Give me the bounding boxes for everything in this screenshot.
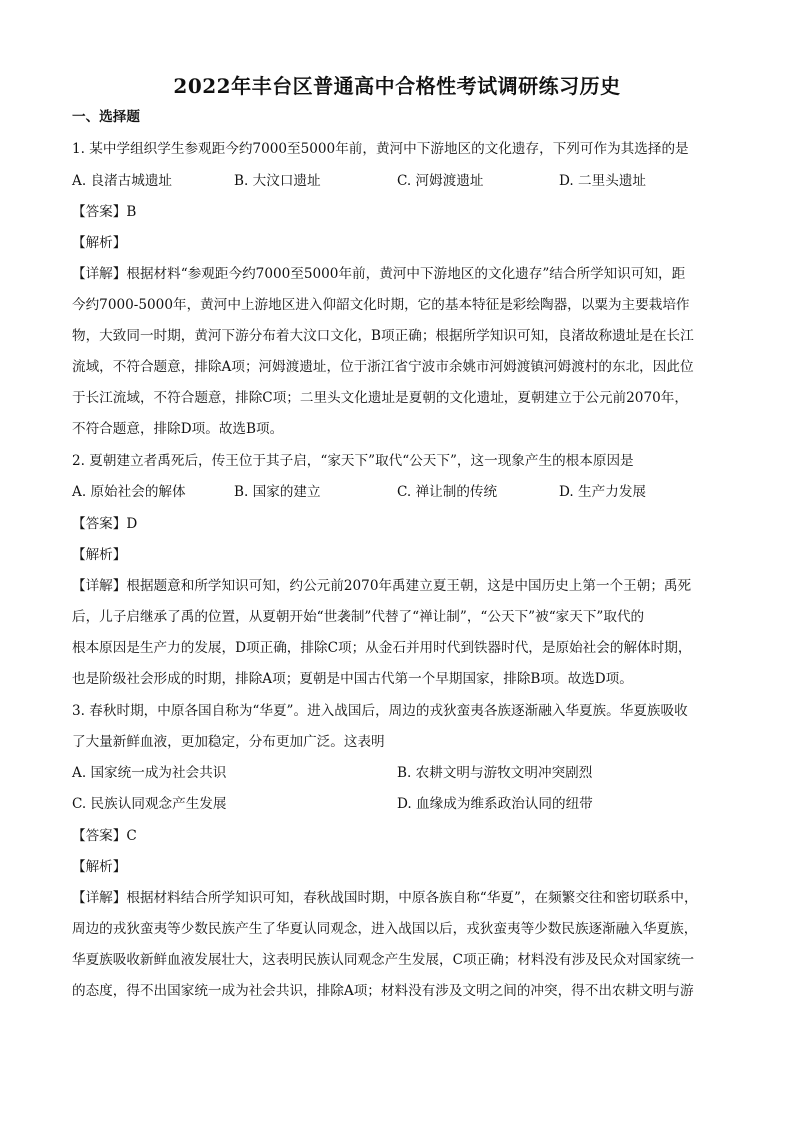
q2-detail-line: 根本原因是生产力的发展，D项正确，排除C项；从金石并用时代到铁器时代，是原始社会的解体时期，	[72, 640, 692, 656]
q2-option-d: D. 生产力发展	[559, 484, 647, 500]
q1-detail-line: 【详解】根据材料“参观距今约7000至5000年前，黄河中下游地区的文化遗存”结合所学知识可知，距	[72, 266, 686, 282]
q2-option-a: A. 原始社会的解体	[72, 484, 186, 500]
q1-detail-line: 今约7000-5000年，黄河中上游地区进入仰韶文化时期，它的基本特征是彩绘陶器，以粟为主要栽培作	[72, 297, 690, 313]
q1-detail-line: 于长江流域，不符合题意，排除C项；二里头文化遗址是夏朝的文化遗址，夏朝建立于公元前2070年，	[72, 390, 688, 406]
q2-detail-line: 【详解】根据题意和所学知识可知，约公元前2070年禹建立夏王朝，这是中国历史上第一个王朝；禹死	[72, 578, 692, 594]
q1-option-b: B. 大汶口遗址	[234, 173, 321, 189]
q1-answer: 【答案】B	[72, 204, 137, 220]
q3-option-c: C. 民族认同观念产生发展	[72, 796, 227, 812]
q2-detail-line: 后，儿子启继承了禹的位置，从夏朝开始“世袭制”代替了“禅让制”，“公天下”被“家天下”取代的	[72, 609, 645, 625]
q1-option-a: A. 良渚古城遗址	[72, 173, 173, 189]
q2-analysis-label: 【解析】	[72, 547, 127, 563]
q2-detail-line: 也是阶级社会形成的时期，排除A项；夏朝是中国古代第一个早期国家，排除B项。故选D项。	[72, 671, 633, 687]
q3-answer: 【答案】C	[72, 828, 137, 844]
q3-option-d: D. 血缘成为维系政治认同的纽带	[397, 796, 593, 812]
question-1-stem: 1. 某中学组织学生参观距今约7000至5000年前，黄河中下游地区的文化遗存，下列可作为其选择的是	[72, 141, 689, 157]
q2-option-c: C. 禅让制的传统	[397, 484, 498, 500]
page-title: 2022年丰台区普通高中合格性考试调研练习历史	[173, 74, 621, 98]
q2-option-b: B. 国家的建立	[234, 484, 321, 500]
q1-option-c: C. 河姆渡遗址	[397, 173, 484, 189]
q1-option-d: D. 二里头遗址	[559, 173, 647, 189]
q3-detail-line: 周边的戎狄蛮夷等少数民族产生了华夏认同观念，进入战国以后，戎狄蛮夷等少数民族逐渐融入华夏族，	[72, 921, 698, 937]
q3-option-a: A. 国家统一成为社会共识	[72, 765, 227, 781]
section-heading: 一、选择题	[72, 109, 140, 125]
question-2-stem: 2. 夏朝建立者禹死后，传王位于其子启，“家天下”取代“公天下”，这一现象产生的根本原因是	[72, 453, 634, 469]
q3-analysis-label: 【解析】	[72, 859, 127, 875]
question-3-stem: 3. 春秋时期，中原各国自称为“华夏”。进入战国后，周边的戎狄蛮夷各族逐渐融入华夏族。华夏族吸收	[72, 703, 688, 719]
q1-detail-line: 流域，不符合题意，排除A项；河姆渡遗址，位于浙江省宁波市余姚市河姆渡镇河姆渡村的东北，因此位	[72, 359, 694, 375]
q1-analysis-label: 【解析】	[72, 235, 127, 251]
q3-detail-line: 华夏族吸收新鲜血液发展壮大，这表明民族认同观念产生发展，C项正确；材料没有涉及民众对国家统一	[72, 952, 695, 968]
q2-answer: 【答案】D	[72, 516, 138, 532]
q1-detail-line: 物，大致同一时期，黄河下游分布着大汶口文化，B项正确；根据所学知识可知，良渚故称遗址是在长江	[72, 328, 694, 344]
q1-detail-line: 不符合题意，排除D项。故选B项。	[72, 421, 284, 437]
q3-option-b: B. 农耕文明与游牧文明冲突剧烈	[397, 765, 593, 781]
q3-detail-line: 【详解】根据材料结合所学知识可知，春秋战国时期，中原各族自称“华夏”，在频繁交往和密切联系中，	[72, 890, 698, 906]
question-3-stem-cont: 了大量新鲜血液，更加稳定，分布更加广泛。这表明	[72, 734, 385, 750]
q3-detail-line: 的态度，得不出国家统一成为社会共识，排除A项；材料没有涉及文明之间的冲突，得不出农耕文明与游	[72, 983, 694, 999]
